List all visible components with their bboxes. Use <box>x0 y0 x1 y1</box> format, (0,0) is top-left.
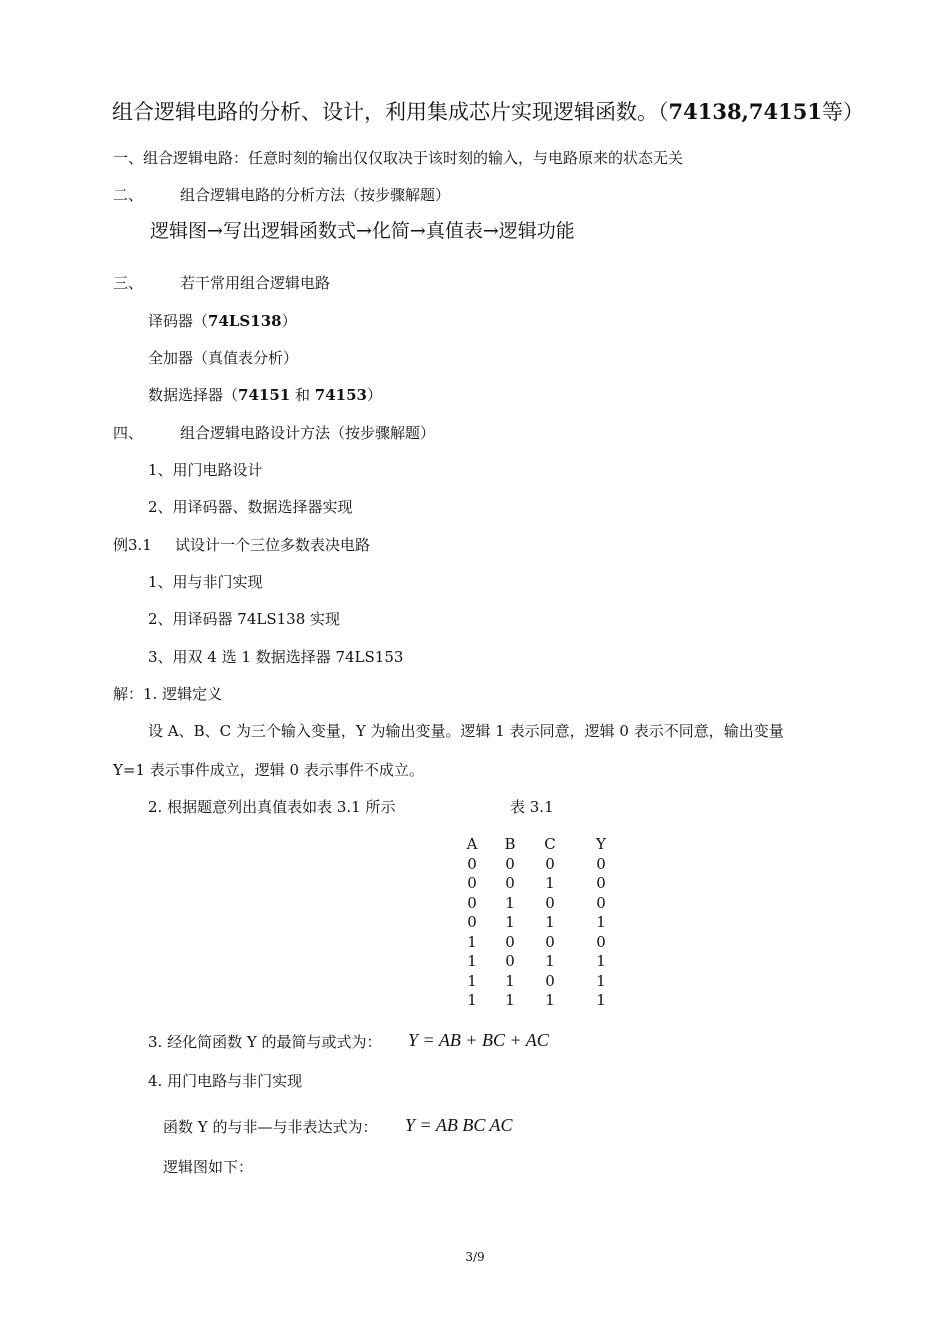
cell-c: 1 <box>545 874 555 892</box>
item-decoder-chip: 74LS138 <box>208 312 282 330</box>
section-4-item-1: 1、用门电路设计 <box>148 461 263 479</box>
header-a: A <box>466 835 478 853</box>
cell-a: 0 <box>467 913 477 931</box>
cell-c: 1 <box>545 991 555 1009</box>
section-4-number: 四、 <box>113 424 144 442</box>
flow-step-3: 化简 <box>371 220 410 242</box>
cell-c: 1 <box>545 952 555 970</box>
page-title <box>112 98 864 126</box>
cell-a: 1 <box>467 952 477 970</box>
arrow-right-icon: → <box>207 220 223 242</box>
cell-y: 1 <box>596 913 606 931</box>
section-1: 一、组合逻辑电路：任意时刻的输出仅仅取决于该时刻的输入，与电路原来的状态无关 <box>113 149 684 167</box>
table-caption: 表 3.1 <box>510 798 554 816</box>
arrow-right-icon: → <box>409 220 426 242</box>
item-full-adder: 全加器（真值表分析） <box>148 349 299 367</box>
cell-c: 0 <box>545 893 555 912</box>
cell-c: 1 <box>545 913 555 931</box>
header-b: B <box>504 835 516 853</box>
item-mux-label: 数据选择器（ <box>148 386 239 404</box>
cell-y: 0 <box>596 854 606 873</box>
cell-y: 0 <box>596 893 606 912</box>
example-item-1: 1、用与非门实现 <box>148 573 263 591</box>
cell-y: 1 <box>596 952 606 970</box>
formula-sum-of-products: Y = AB + BC + AC <box>408 1030 549 1050</box>
cell-a: 1 <box>467 971 477 990</box>
section-4-title: 组合逻辑电路设计方法（按步骤解题） <box>180 424 436 442</box>
example-item-2: 2、用译码器 74LS138 实现 <box>148 610 341 628</box>
arrow-right-icon: → <box>482 220 499 242</box>
section-3-title: 若干常用组合逻辑电路 <box>180 274 331 292</box>
formula-nand-nand <box>405 1115 513 1135</box>
cell-y: 0 <box>596 932 606 951</box>
cell-a: 0 <box>467 854 477 873</box>
page-number: 3/9 <box>465 1250 485 1264</box>
step-3-text: 3. 经化简函数 Y 的最简与或式为： <box>148 1033 382 1051</box>
item-mux-close: ） <box>366 386 382 404</box>
flow-step-4: 真值表 <box>425 220 483 242</box>
solution-step-4: 4. 用门电路与非门实现 <box>148 1072 303 1090</box>
cell-y: 0 <box>596 874 606 892</box>
cell-c: 0 <box>545 854 555 873</box>
item-mux <box>148 385 382 405</box>
header-y: Y <box>596 835 606 853</box>
cell-c: 0 <box>545 971 555 990</box>
flow-step-1: 逻辑图 <box>150 220 208 242</box>
diagram-label: 逻辑图如下： <box>163 1158 254 1176</box>
item-mux-chip-1: 74151 <box>238 386 291 404</box>
header-c: C <box>544 835 556 853</box>
section-2-number: 二、 <box>113 186 144 204</box>
solution-heading: 解：1. 逻辑定义 <box>113 685 223 703</box>
cell-a: 0 <box>467 893 477 912</box>
section-2-title: 组合逻辑电路的分析方法（按步骤解题） <box>180 186 451 204</box>
cell-b: 0 <box>505 854 515 873</box>
cell-b: 1 <box>505 991 515 1009</box>
title-text: 组合逻辑电路的分析、设计，利用集成芯片实现逻辑函数。（ <box>112 100 669 124</box>
flow-step-5: 逻辑功能 <box>498 220 575 242</box>
section-3-number: 三、 <box>113 274 144 292</box>
item-mux-chip-2: 74153 <box>314 386 367 404</box>
example-text: 试设计一个三位多数表决电路 <box>175 536 371 554</box>
solution-step-2: 2. 根据题意列出真值表如表 3.1 所示 <box>148 798 396 816</box>
analysis-flow <box>150 219 575 243</box>
cell-y: 1 <box>596 971 606 990</box>
example-label: 例3.1 <box>113 536 152 554</box>
cell-b: 0 <box>505 952 515 970</box>
solution-paragraph-1: 设 A、B、C 为三个输入变量，Y 为输出变量。逻辑 1 表示同意，逻辑 0 表示不同意，输出变量 <box>148 722 784 740</box>
item-decoder <box>148 311 297 331</box>
nand-expression-label: 函数 Y 的与非—与非表达式为： <box>163 1118 378 1136</box>
arrow-right-icon: → <box>355 220 372 242</box>
item-mux-and: 和 <box>294 386 310 404</box>
cell-b: 0 <box>505 874 515 892</box>
title-chip-numbers: 74138,74151 <box>668 99 822 124</box>
cell-b: 0 <box>505 932 515 951</box>
cell-a: 0 <box>467 874 477 892</box>
cell-a: 1 <box>467 991 477 1009</box>
solution-paragraph-2: Y=1 表示事件成立，逻辑 0 表示事件不成立。 <box>113 761 424 779</box>
example-item-3: 3、用双 4 选 1 数据选择器 74LS153 <box>148 648 404 666</box>
cell-b: 1 <box>505 913 515 931</box>
formula-2-text: Y = AB BC AC <box>405 1115 513 1135</box>
cell-c: 0 <box>545 932 555 951</box>
title-tail: 等） <box>821 100 864 124</box>
item-decoder-close: ） <box>281 312 297 330</box>
flow-step-2: 写出逻辑函数式 <box>222 220 356 242</box>
cell-b: 1 <box>505 971 515 990</box>
section-4-item-2: 2、用译码器、数据选择器实现 <box>148 498 353 516</box>
item-decoder-label: 译码器（ <box>148 312 209 330</box>
cell-a: 1 <box>467 932 477 951</box>
solution-step-3 <box>148 1032 382 1052</box>
cell-y: 1 <box>596 991 606 1009</box>
cell-b: 1 <box>505 893 515 912</box>
